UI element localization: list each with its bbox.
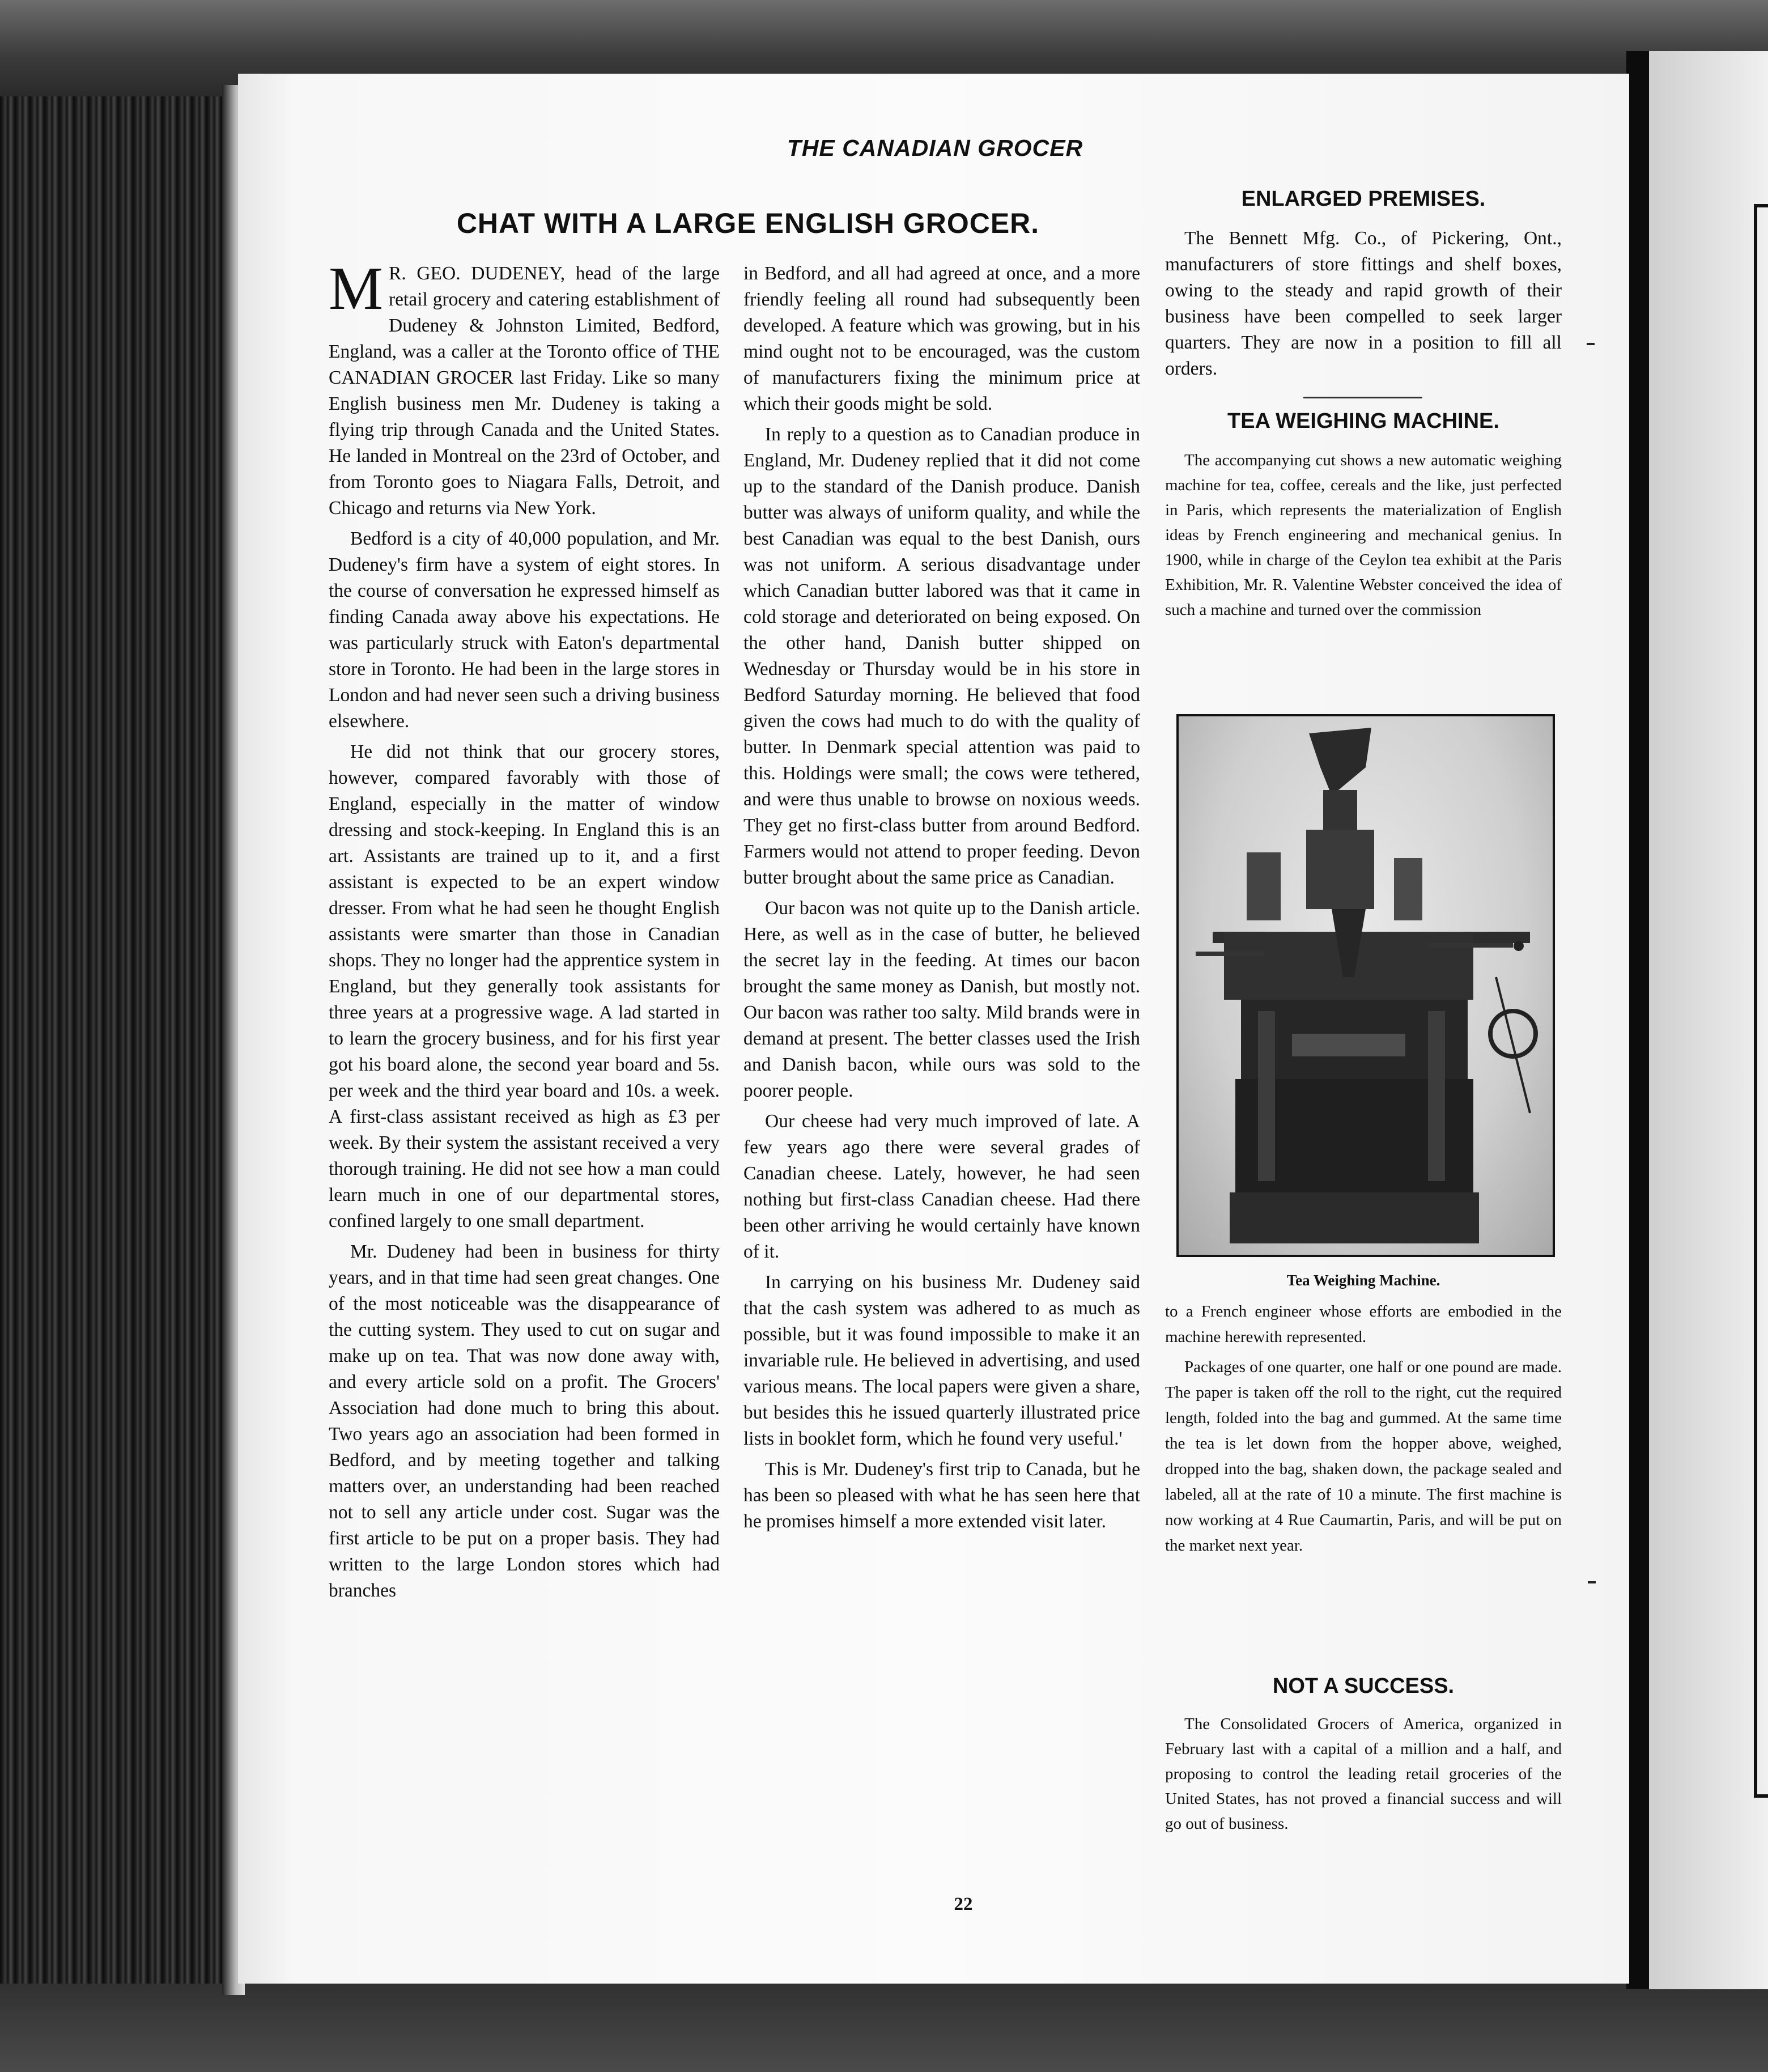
drop-cap: M [329, 255, 384, 322]
enlarged-premises-headline: ENLARGED PREMISES. [1241, 187, 1486, 211]
article-paragraph: This is Mr. Dudeney's first trip to Canada, but he has been so pleased with what he has seen here that he promises himself a more extended visit later. [743, 1459, 1140, 1532]
article-column-2 [743, 261, 1140, 1539]
article-paragraph: In reply to a question as to Canadian produce in England, Mr. Dudeney replied that it did not come up to the standard of the Danish produce. Danish butter was always of uniform quality, and while the best Canadian was equal to the best Danish, ours was not uniform. A serious disadvantage under which Canadian butter labored was that it came in cold storage and deteriorated on being exposed. On the other hand, Danish butter shipped on Wednesday or Thursday would be in his store in Bedford Saturday morning. He believed that food given the cows had much to do with the quality of butter. In Denmark special attention was paid to this. Holdings were small; the cows were tethered, and were thus unable to browse on noxious weeds. They get no first-class butter from around Bedford. Farmers would not attend to proper feeding. Devon butter brought about the same price as Canadian. [743, 424, 1140, 888]
page-gutter-shadow [1626, 51, 1649, 1989]
tea-machine-photo [1176, 714, 1555, 1257]
section-divider [1303, 397, 1422, 398]
tea-machine-text-continued [1165, 1299, 1562, 1563]
photo-caption: Tea Weighing Machine. [1286, 1272, 1440, 1289]
article-paragraph: Mr. Dudeney had been in business for thirty years, and in that time had seen great changes. One of the most noticeable was the disappearance of the cutting system. They used to cut on sugar and make up on tea. That was now done away with, and every article sold on a profit. The Grocers' Association had done much to bring this about. Two years ago an association had been formed in Bedford, and by meeting together and talking matters over, an understanding had been reached not to sell any article under cost. Sugar was the first article to be put on a proper basis. They had written to the large London stores which had branches [329, 1241, 720, 1601]
article-paragraph: in Bedford, and all had agreed at once, and a more friendly feeling all round had subsequently been developed. A feature which was growing, but in his mind ought not to be encouraged, was the custom of manufacturers fixing the minimum price at which their goods might be sold. [743, 263, 1140, 414]
machine-illustration [1179, 716, 1553, 1255]
article-paragraph: Bedford is a city of 40,000 population, and Mr. Dudeney's firm have a system of eight stores. In the course of conversation he expressed himself as finding Canada away above his expectations. He was particularly struck with Eaton's departmental store in Toronto. He had been in the large stores in London and had never seen such a driving business elsewhere. [329, 528, 720, 732]
facing-page-edge [1649, 51, 1768, 1989]
article-paragraph: The Consolidated Grocers of America, organized in February last with a capital of a million and a half, and proposing to control the leading retail groceries of the United States, has not proved a financial success and will go out of business. [1165, 1715, 1562, 1833]
facing-page-frame [1754, 204, 1768, 1798]
paragraph-text: R. GEO. DUDENEY, head of the large retail grocery and catering establishment of Dudeney & Johnston Limited, Bedford, England, was a caller at the Toronto office of THE CANADIAN GROCER last Friday. Like so many English business men Mr. Dudeney is taking a flying trip through Canada and the United States. He landed in Montreal on the 23rd of October, and from Toronto goes to Niagara Falls, Detroit, and Chicago and returns via New York. [329, 263, 720, 519]
scan-speck [1587, 343, 1595, 345]
article-paragraph: Packages of one quarter, one half or one pound are made. The paper is taken off the roll to the right, cut the required length, folded into the bag and gummed. At the same time the tea is let down from the hopper above, weighed, dropped into the bag, shaken down, the package sealed and labeled, all at the rate of 10 a minute. The first machine is now working at 4 Rue Caumartin, Paris, and will be put on the market next year. [1165, 1358, 1562, 1555]
not-a-success-text [1165, 1712, 1562, 1841]
page-number: 22 [954, 1894, 973, 1914]
article-paragraph [329, 255, 720, 521]
article-paragraph: Our cheese had very much improved of late. A few years ago there were several grades of Canadian cheese. Lately, however, he had seen nothing but first-class Canadian cheese. Had there been other arriving he would certainly have known of it. [743, 1111, 1140, 1262]
article-headline: CHAT WITH A LARGE ENGLISH GROCER. [456, 207, 1040, 239]
tea-machine-text [1165, 448, 1562, 627]
article-paragraph: The accompanying cut shows a new automatic weighing machine for tea, coffee, cereals and the like, just perfected in Paris, which represents the materialization of English ideas by French engineering and mechanical genius. In 1900, while in charge of the Ceylon tea exhibit at the Paris Exhibition, Mr. R. Valentine Webster conceived the idea of such a machine and turned over the commission [1165, 451, 1562, 619]
article-paragraph: Our bacon was not quite up to the Danish article. Here, as well as in the case of butter, he believed the secret lay in the feeding. At times our bacon brought the same money as Danish, but mostly not. Our bacon was rather too salty. Mild brands were in demand at present. The better classes used the Irish and Danish bacon, while ours was sold to the poorer people. [743, 898, 1140, 1101]
article-paragraph: to a French engineer whose efforts are embodied in the machine herewith represented. [1165, 1302, 1562, 1346]
article-paragraph: He did not think that our grocery stores, however, compared favorably with those of England, especially in the matter of window dressing and stock-keeping. In England this is an art. Assistants are trained up to it, and a first assistant is expected to be an expert window dresser. From what he had seen he thought English assistants were smarter than those in Canadian shops. They no longer had the apprentice system in England, but they generally took assistants for three years at a progressive wage. A lad started in to learn the grocery business, and for his first year got his board alone, the second year board and 5s. per week and the third year board and 10s. a week. A first-class assistant received as high as £3 per week. By their system the assistant received a very thorough training. He did not see how a man could learn much in one of our departmental stores, confined largely to one small department. [329, 741, 720, 1232]
tea-machine-headline: TEA WEIGHING MACHINE. [1227, 409, 1499, 433]
not-a-success-headline: NOT A SUCCESS. [1272, 1674, 1455, 1698]
running-head: THE CANADIAN GROCER [787, 135, 1083, 161]
article-paragraph: The Bennett Mfg. Co., of Pickering, Ont., manufacturers of store fittings and shelf boxes, owing to the steady and rapid growth of their business have been compelled to seek larger quarters. They are now in a position to fill all orders. [1165, 228, 1562, 379]
scan-speck [1588, 1581, 1596, 1583]
enlarged-premises-text [1165, 226, 1562, 387]
book-spine [0, 96, 241, 1984]
article-paragraph: In carrying on his business Mr. Dudeney said that the cash system was adhered to as much as possible, but it was found impossible to make it an invariable rule. He believed in advertising, and used various means. The local papers were given a share, but besides this he issued quarterly illustrated price lists in booklet form, which he found very useful.' [743, 1272, 1140, 1449]
article-column-1 [329, 255, 720, 1608]
